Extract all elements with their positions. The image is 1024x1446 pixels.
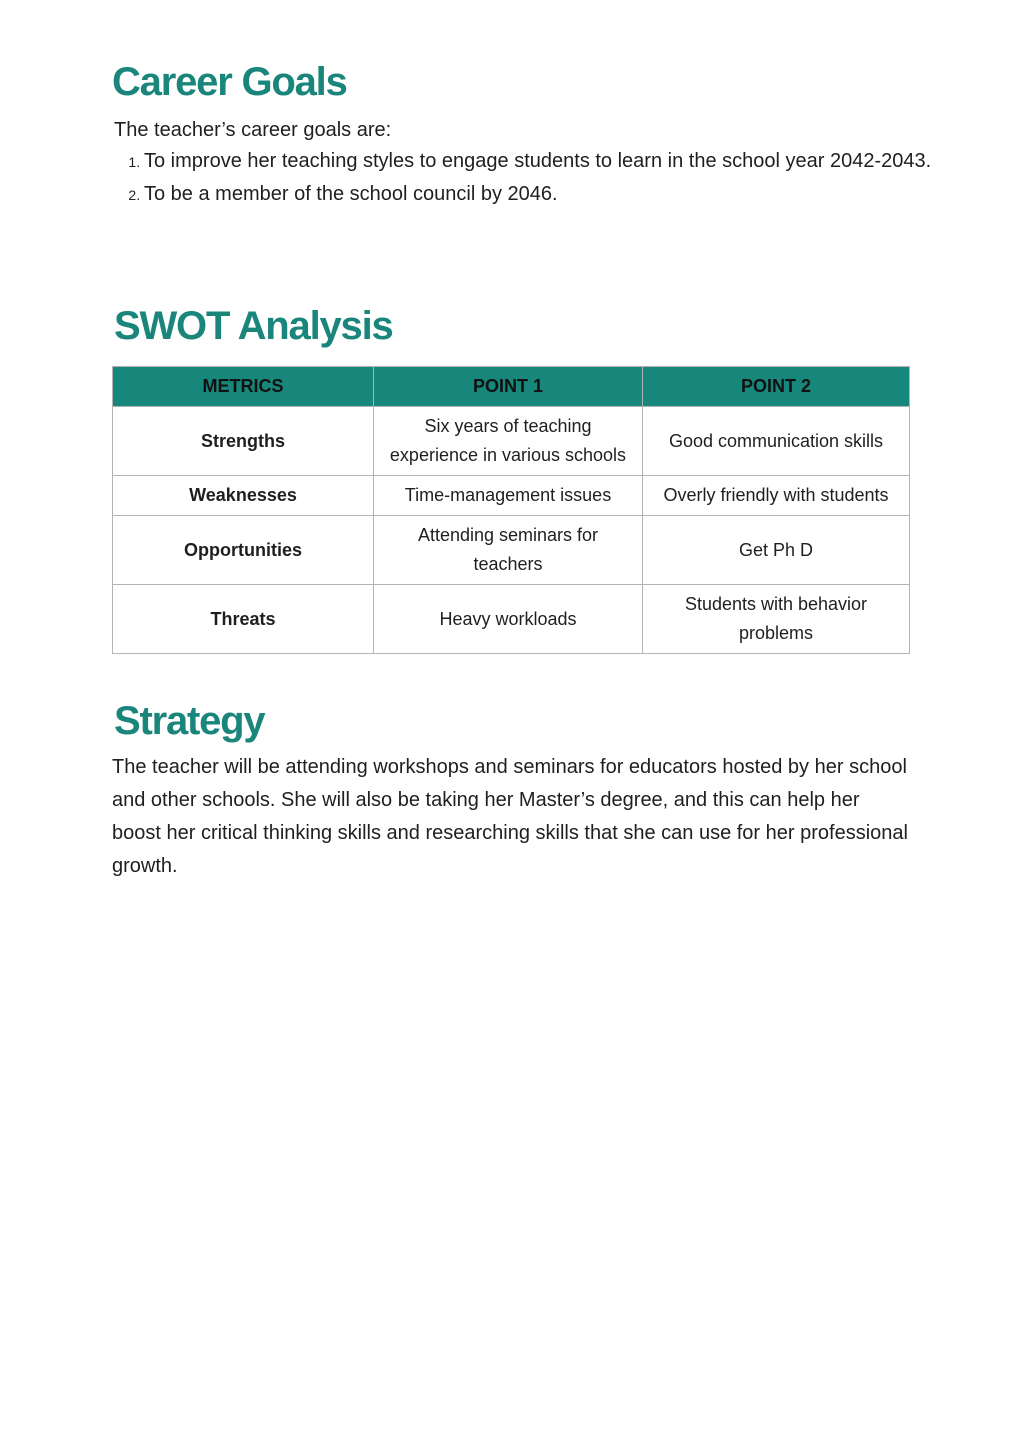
- strategy-paragraph: The teacher will be attending workshops and seminars for educators hosted by her school and other schools. She will also be taking her Master’s degree, and this can help her boost her critical thinking skills and researching skills that she can use for her professional growth.: [112, 756, 908, 877]
- strategy-heading: Strategy: [114, 699, 265, 743]
- point-1-cell: Time-management issues: [374, 476, 643, 516]
- column-header-point-2: POINT 2: [643, 367, 910, 407]
- column-header-point-1: POINT 1: [374, 367, 643, 407]
- career-goals-heading: Career Goals: [112, 60, 347, 104]
- point-2-cell: Overly friendly with students: [643, 476, 910, 516]
- point-2-cell: Good communication skills: [643, 407, 910, 476]
- metric-cell: Opportunities: [113, 516, 374, 585]
- swot-analysis-heading: SWOT Analysis: [114, 304, 393, 348]
- table-row: [113, 585, 910, 654]
- metric-cell: Strengths: [113, 407, 374, 476]
- career-goals-intro: The teacher’s career goals are:: [114, 119, 392, 141]
- table-row: [113, 516, 910, 585]
- point-1-cell: Attending seminars for teachers: [374, 516, 643, 585]
- career-goals-list: [112, 145, 944, 211]
- metric-cell: Weaknesses: [113, 476, 374, 516]
- column-header-metrics: METRICS: [113, 367, 374, 407]
- table-header-row: [113, 367, 910, 407]
- list-item: 2. To be a member of the school council by 2046.: [144, 178, 944, 211]
- table-row: [113, 476, 910, 516]
- point-1-cell: Heavy workloads: [374, 585, 643, 654]
- point-2-cell: Students with behavior problems: [643, 585, 910, 654]
- metric-cell: Threats: [113, 585, 374, 654]
- table-row: [113, 407, 910, 476]
- point-1-cell: Six years of teaching experience in various schools: [374, 407, 643, 476]
- list-item: 1. To improve her teaching styles to engage students to learn in the school year 2042-2043.: [144, 145, 944, 178]
- swot-table: [112, 366, 910, 654]
- point-2-cell: Get Ph D: [643, 516, 910, 585]
